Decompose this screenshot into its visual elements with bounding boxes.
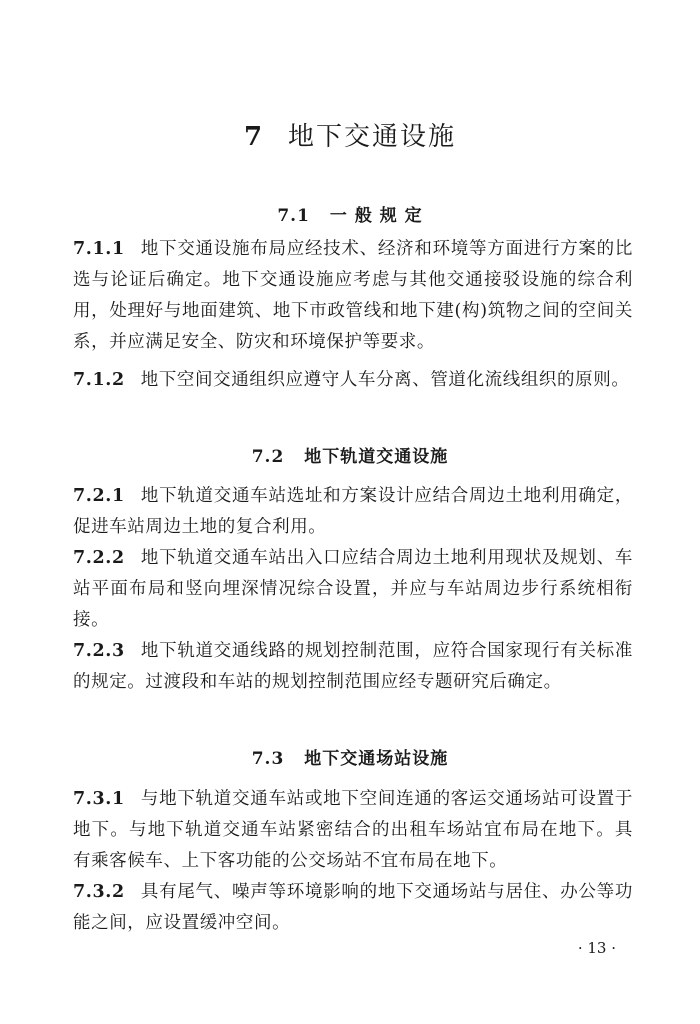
- chapter-number: 7: [243, 122, 265, 152]
- clause-text: 地下轨道交通车站选址和方案设计应结合周边土地利用确定，促进车站周边土地的复合利用。: [73, 486, 633, 537]
- clause-text: 地下轨道交通线路的规划控制范围，应符合国家现行有关标准的规定。过渡段和车站的规划控制范围应经专题研究后确定。: [73, 641, 633, 692]
- clause-7-2-3: [73, 636, 633, 698]
- section-title-text: 一 般 规 定: [329, 206, 423, 226]
- section-heading-7-2: [0, 442, 700, 467]
- section-title-text: 地下轨道交通设施: [304, 447, 449, 467]
- section-number: 7.3: [251, 749, 285, 769]
- section-heading-7-3: [0, 744, 700, 769]
- clause-number: 7.2.1: [73, 486, 125, 506]
- clause-7-1-2: [73, 365, 633, 396]
- section-heading-7-1: [0, 201, 700, 226]
- chapter-title: [0, 116, 700, 153]
- clause-number: 7.1.2: [73, 370, 125, 390]
- clause-7-3-2: [73, 877, 633, 939]
- clause-7-1-1: [73, 234, 633, 358]
- section-number: 7.2: [251, 447, 285, 467]
- clause-number: 7.1.1: [73, 239, 125, 259]
- clause-7-3-1: [73, 784, 633, 877]
- clause-number: 7.3.2: [73, 882, 125, 902]
- page-number: · 13 ·: [577, 939, 616, 957]
- clause-number: 7.2.3: [73, 641, 125, 661]
- clause-text: 地下空间交通组织应遵守人车分离、管道化流线组织的原则。: [140, 370, 630, 390]
- clause-text: 与地下轨道交通车站或地下空间连通的客运交通场站可设置于地下。与地下轨道交通车站紧密结合的出租车场站宜布局在地下。具有乘客候车、上下客功能的公交场站不宜布局在地下。: [73, 789, 633, 871]
- section-number: 7.1: [277, 206, 310, 226]
- clause-7-2-1: [73, 481, 633, 543]
- section-title-text: 地下交通场站设施: [304, 749, 449, 769]
- clause-text: 具有尾气、噪声等环境影响的地下交通场站与居住、办公等功能之间，应设置缓冲空间。: [73, 882, 633, 933]
- chapter-title-text: 地下交通设施: [288, 122, 457, 152]
- clause-text: 地下交通设施布局应经技术、经济和环境等方面进行方案的比选与论证后确定。地下交通设施应考虑与其他交通接驳设施的综合利用，处理好与地面建筑、地下市政管线和地下建(构)筑物之间的空间关系，并应满足安全、防灾和环境保护等要求。: [73, 239, 633, 352]
- clause-number: 7.3.1: [73, 789, 125, 809]
- clause-text: 地下轨道交通车站出入口应结合周边土地利用现状及规划、车站平面布局和竖向埋深情况综合设置，并应与车站周边步行系统相衔接。: [73, 548, 633, 630]
- clause-number: 7.2.2: [73, 548, 125, 568]
- clause-7-2-2: [73, 543, 633, 636]
